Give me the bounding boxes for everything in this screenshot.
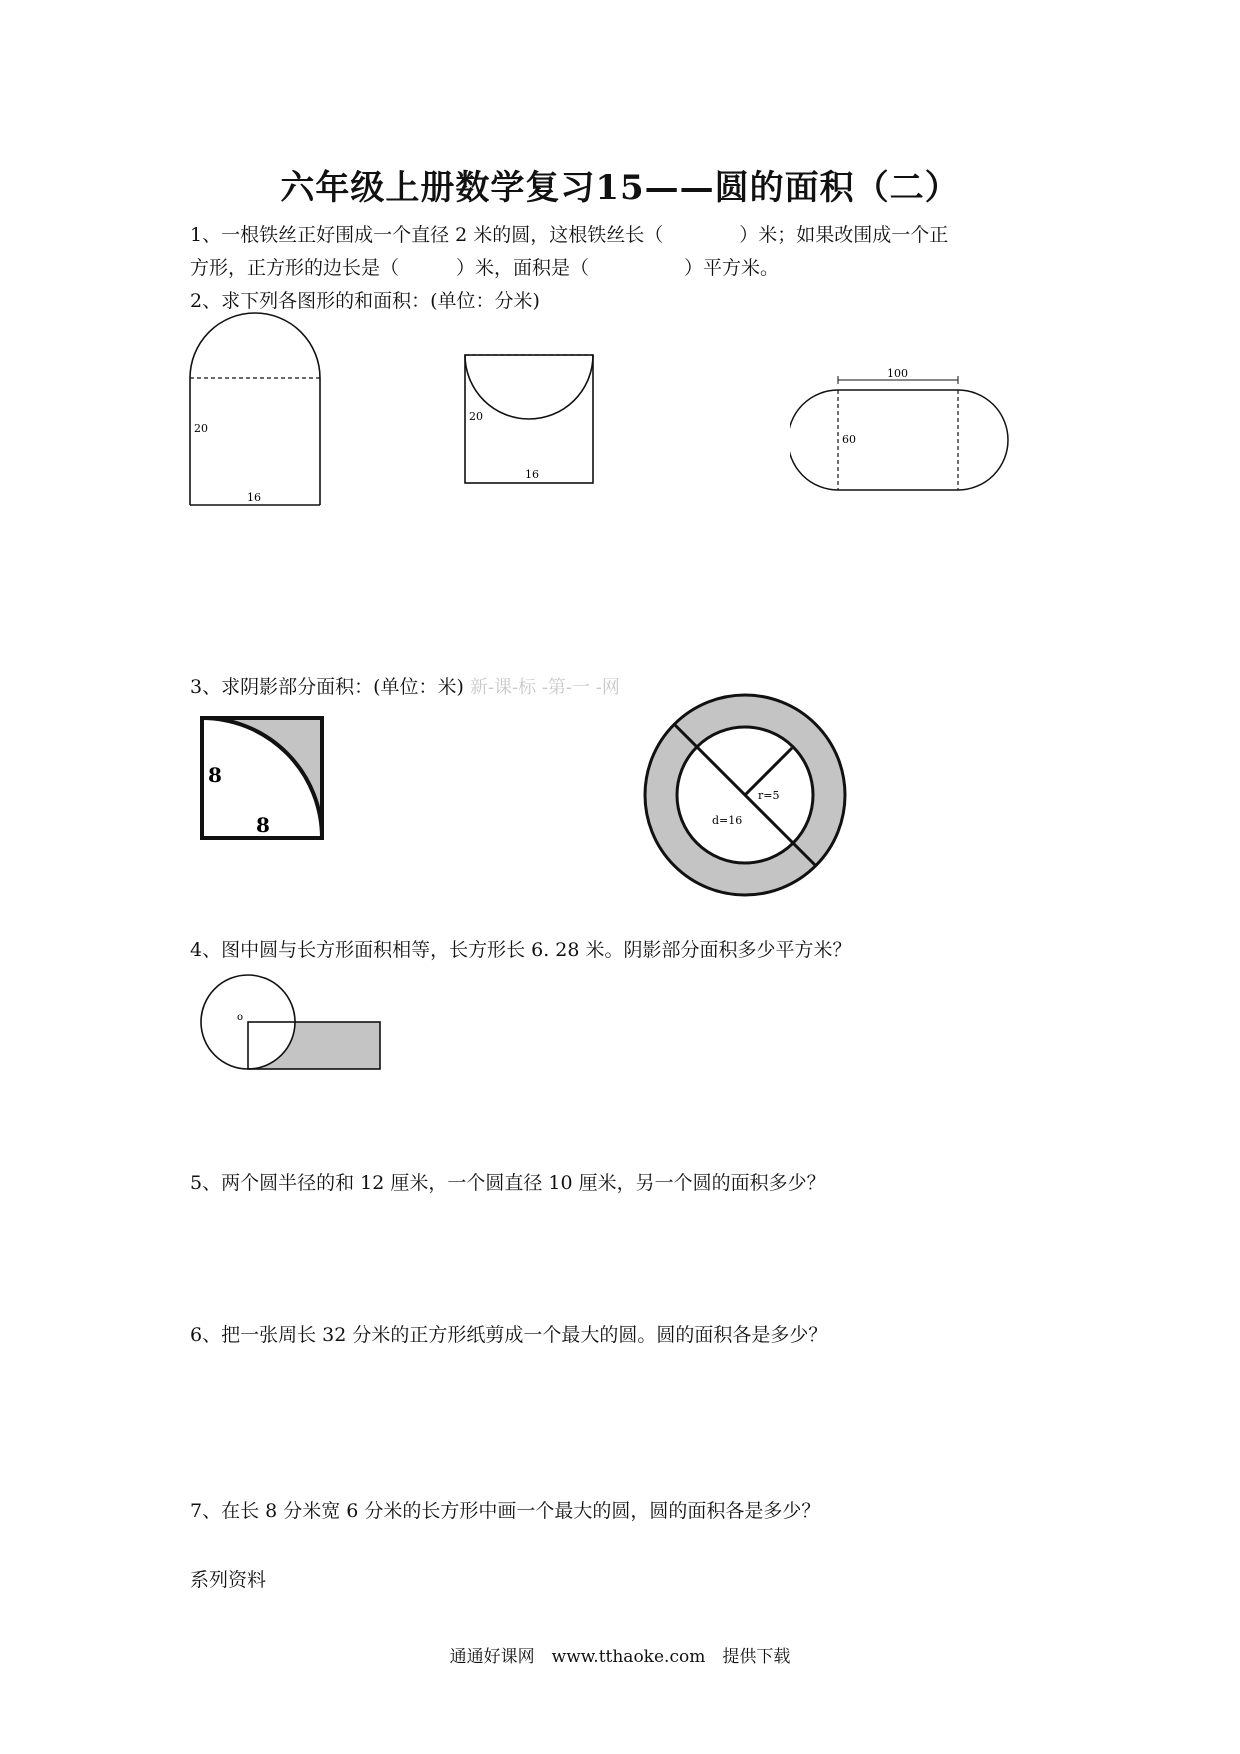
fig2-height-label: 20 xyxy=(469,410,483,423)
series-note: 系列资料 xyxy=(190,1569,267,1591)
figure-circle-rectangle xyxy=(195,966,395,1076)
fig4-left-label: 8 xyxy=(208,763,222,787)
question-6: 6、把一张周长 32 分米的正方形纸剪成一个最大的圆。圆的面积各是多少？ xyxy=(190,1324,828,1346)
figure-notched-rectangle xyxy=(460,350,600,490)
question-5: 5、两个圆半径的和 12 厘米，一个圆直径 10 厘米，另一个圆的面积多少？ xyxy=(190,1172,826,1194)
figure-arch-rectangle xyxy=(185,310,325,510)
footer-text: 通通好课网 www.tthaoke.com 提供下载 xyxy=(449,1647,791,1667)
fig5-diameter-label: d=16 xyxy=(712,814,743,827)
fig2-width-label: 16 xyxy=(525,468,539,481)
fig1-width-label: 16 xyxy=(247,491,261,504)
figure-square-quarter-circle xyxy=(198,714,330,846)
figure-annulus xyxy=(640,690,850,900)
fig5-radius-label: r=5 xyxy=(758,789,780,802)
question-1-line-1: 1、一根铁丝正好围成一个直径 2 米的圆，这根铁丝长（ ）米；如果改围成一个正 xyxy=(190,224,949,246)
question-3-line xyxy=(190,672,620,703)
figure-stadium xyxy=(790,368,1010,498)
fig3-height-label: 60 xyxy=(842,433,856,446)
fig1-height-label: 20 xyxy=(194,422,208,435)
question-3: 3、求阴影部分面积：(单位：米) xyxy=(190,676,464,698)
fig4-bottom-label: 8 xyxy=(256,813,270,837)
page-title: 六年级上册数学复习15——圆的面积（二） xyxy=(280,168,960,208)
fig3-length-label: 100 xyxy=(887,368,908,380)
fig6-center-label: o xyxy=(237,1012,244,1023)
question-4: 4、图中圆与长方形面积相等，长方形长 6. 28 米。阴影部分面积多少平方米？ xyxy=(190,939,852,961)
question-1-line-2: 方形，正方形的边长是（ ）米，面积是（ ）平方米。 xyxy=(190,257,780,279)
watermark-text: 新-课-标 -第-一 -网 xyxy=(469,677,620,698)
question-2: 2、求下列各图形的和面积：(单位：分米) xyxy=(190,290,540,312)
question-7: 7、在长 8 分米宽 6 分米的长方形中画一个最大的圆，圆的面积各是多少？ xyxy=(190,1500,821,1522)
